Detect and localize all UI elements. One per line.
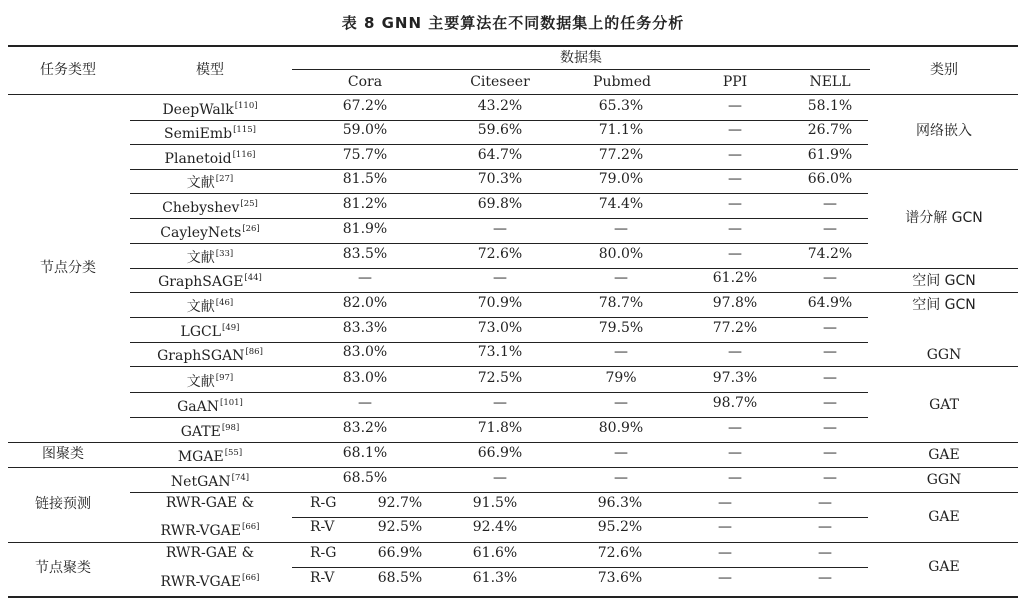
value-cora: 83.0% bbox=[342, 344, 388, 360]
category-label: 空间 GCN bbox=[912, 273, 976, 289]
value-nell: — bbox=[823, 445, 837, 461]
value-pubmed: 77.2% bbox=[598, 147, 644, 163]
value-citeseer: — bbox=[493, 270, 507, 286]
row-rule bbox=[130, 144, 868, 145]
value-pubmed: 78.7% bbox=[598, 295, 644, 311]
value-cora: 59.0% bbox=[342, 122, 388, 138]
value-pubmed: — bbox=[614, 344, 628, 360]
model-label: NetGAN bbox=[170, 474, 231, 490]
value-cora: — bbox=[358, 270, 372, 286]
bottom-rule bbox=[8, 596, 1018, 598]
category-label: GAE bbox=[928, 447, 960, 463]
value-cora: 68.5% bbox=[377, 570, 423, 586]
citation-ref: [49] bbox=[222, 323, 240, 333]
model-name bbox=[130, 569, 290, 591]
value-cora: 83.0% bbox=[342, 370, 388, 386]
value-pubmed: — bbox=[614, 395, 628, 411]
citation-ref: [27] bbox=[215, 174, 234, 184]
group-label: 节点分类 bbox=[40, 260, 96, 276]
value-cora: 81.5% bbox=[342, 171, 388, 187]
value-nell: 64.9% bbox=[807, 295, 853, 311]
value-pubmed: — bbox=[614, 445, 628, 461]
value-cora: 66.9% bbox=[377, 545, 423, 561]
model-label: GaAN bbox=[177, 399, 220, 415]
header-pubmed: Pubmed bbox=[593, 74, 651, 90]
value-nell: — bbox=[823, 320, 837, 336]
value-pubmed: — bbox=[614, 270, 628, 286]
row-prefix: R-G bbox=[310, 545, 337, 561]
value-ppi: — bbox=[718, 519, 732, 535]
header-cora: Cora bbox=[347, 74, 383, 90]
citation-ref: [97] bbox=[215, 373, 234, 383]
value-ppi: — bbox=[728, 420, 742, 436]
model-name bbox=[130, 544, 290, 562]
citation-ref: [55] bbox=[224, 448, 243, 458]
model-name bbox=[130, 518, 290, 540]
value-citeseer: 70.9% bbox=[477, 295, 523, 311]
value-ppi: — bbox=[718, 570, 732, 586]
value-nell: — bbox=[818, 545, 832, 561]
value-cora: 67.2% bbox=[342, 98, 388, 114]
citation-ref: [46] bbox=[215, 298, 234, 308]
value-citeseer: 43.2% bbox=[477, 98, 523, 114]
value-ppi: — bbox=[728, 221, 742, 237]
value-nell: 26.7% bbox=[807, 122, 853, 138]
category-label: GGN bbox=[926, 347, 962, 363]
value-pubmed: 95.2% bbox=[597, 519, 643, 535]
header-task-type: 任务类型 bbox=[40, 62, 96, 78]
value-citeseer: 91.5% bbox=[472, 495, 518, 511]
value-cora: — bbox=[358, 395, 372, 411]
citation-ref: [33] bbox=[215, 249, 234, 259]
group-label: 链接预测 bbox=[35, 496, 91, 512]
value-citeseer: 92.4% bbox=[472, 519, 518, 535]
value-ppi: 61.2% bbox=[712, 270, 758, 286]
value-ppi: — bbox=[728, 147, 742, 163]
row-rule bbox=[292, 567, 868, 568]
value-nell: 61.9% bbox=[807, 147, 853, 163]
group-rule bbox=[8, 442, 1018, 443]
value-citeseer: 66.9% bbox=[477, 445, 523, 461]
citation-ref: [86] bbox=[245, 347, 263, 357]
citation-ref: [110] bbox=[234, 101, 258, 111]
value-nell: — bbox=[823, 470, 837, 486]
value-ppi: — bbox=[728, 470, 742, 486]
row-rule bbox=[130, 417, 868, 418]
value-ppi: — bbox=[728, 344, 742, 360]
value-pubmed: 80.9% bbox=[598, 420, 644, 436]
model-label: 文献 bbox=[186, 299, 215, 315]
value-cora: 92.5% bbox=[377, 519, 423, 535]
value-nell: 66.0% bbox=[807, 171, 853, 187]
model-name bbox=[130, 294, 290, 316]
model-label: CayleyNets bbox=[160, 225, 242, 241]
model-name bbox=[130, 146, 290, 168]
model-label: 文献 bbox=[186, 175, 215, 191]
header-category: 类别 bbox=[930, 62, 958, 78]
top-rule bbox=[8, 45, 1018, 47]
model-name bbox=[130, 319, 290, 341]
value-citeseer: 69.8% bbox=[477, 196, 523, 212]
value-nell: — bbox=[823, 395, 837, 411]
value-ppi: — bbox=[728, 98, 742, 114]
model-label: Chebyshev bbox=[162, 200, 240, 216]
value-nell: — bbox=[818, 495, 832, 511]
model-name bbox=[130, 195, 290, 217]
row-rule bbox=[130, 392, 868, 393]
value-cora: 68.1% bbox=[342, 445, 388, 461]
header-model: 模型 bbox=[196, 62, 224, 78]
value-cora: 81.9% bbox=[342, 221, 388, 237]
model-name bbox=[130, 245, 290, 267]
citation-ref: [66] bbox=[242, 522, 260, 532]
model-label: RWR-GAE & bbox=[165, 545, 255, 561]
value-ppi: — bbox=[728, 122, 742, 138]
value-citeseer: 73.0% bbox=[477, 320, 523, 336]
value-pubmed: — bbox=[614, 470, 628, 486]
value-nell: — bbox=[823, 420, 837, 436]
value-ppi: 97.3% bbox=[712, 370, 758, 386]
header-nell: NELL bbox=[809, 74, 851, 90]
model-name bbox=[130, 97, 290, 119]
model-name bbox=[130, 343, 290, 365]
value-nell: — bbox=[823, 221, 837, 237]
table-caption: 表 8 GNN 主要算法在不同数据集上的任务分析 bbox=[341, 14, 685, 32]
model-label: Planetoid bbox=[164, 151, 232, 167]
value-pubmed: 96.3% bbox=[597, 495, 643, 511]
model-name bbox=[130, 121, 290, 143]
model-label: 文献 bbox=[186, 374, 215, 390]
header-ppi: PPI bbox=[722, 74, 748, 90]
value-nell: 58.1% bbox=[807, 98, 853, 114]
citation-ref: [44] bbox=[244, 273, 262, 283]
value-ppi: — bbox=[728, 196, 742, 212]
citation-ref: [26] bbox=[242, 224, 260, 234]
model-name bbox=[130, 444, 290, 466]
citation-ref: [115] bbox=[233, 125, 256, 135]
group-label: 节点聚类 bbox=[35, 560, 91, 576]
value-cora: 82.0% bbox=[342, 295, 388, 311]
citation-ref: [25] bbox=[240, 199, 258, 209]
value-citeseer: 61.6% bbox=[472, 545, 518, 561]
header-citeseer: Citeseer bbox=[470, 74, 530, 90]
value-citeseer: — bbox=[493, 221, 507, 237]
value-pubmed: 65.3% bbox=[598, 98, 644, 114]
model-label: 文献 bbox=[186, 250, 215, 266]
value-pubmed: 73.6% bbox=[597, 570, 643, 586]
value-nell: — bbox=[823, 370, 837, 386]
value-nell: — bbox=[818, 570, 832, 586]
group-label: 图聚类 bbox=[42, 446, 84, 462]
value-citeseer: 64.7% bbox=[477, 147, 523, 163]
model-label: DeepWalk bbox=[162, 102, 234, 118]
value-cora: 83.5% bbox=[342, 246, 388, 262]
header-dataset: 数据集 bbox=[560, 50, 602, 66]
model-name bbox=[130, 394, 290, 416]
row-prefix: R-V bbox=[310, 570, 335, 586]
model-name bbox=[130, 494, 290, 512]
category-label: 网络嵌入 bbox=[916, 123, 972, 139]
category-label: 谱分解 GCN bbox=[905, 210, 983, 226]
value-ppi: 77.2% bbox=[712, 320, 758, 336]
row-rule bbox=[130, 317, 868, 318]
model-name bbox=[130, 170, 290, 192]
value-ppi: — bbox=[728, 171, 742, 187]
row-rule bbox=[130, 292, 1018, 293]
value-cora: 83.2% bbox=[342, 420, 388, 436]
value-ppi: — bbox=[728, 246, 742, 262]
value-pubmed: — bbox=[614, 221, 628, 237]
value-pubmed: 72.6% bbox=[597, 545, 643, 561]
model-label: RWR-VGAE bbox=[160, 523, 242, 539]
model-label: LGCL bbox=[180, 324, 222, 340]
model-name bbox=[130, 269, 290, 291]
value-cora: 83.3% bbox=[342, 320, 388, 336]
model-label: RWR-VGAE bbox=[160, 574, 242, 590]
value-ppi: 97.8% bbox=[712, 295, 758, 311]
model-name bbox=[130, 369, 290, 391]
citation-ref: [116] bbox=[232, 150, 256, 160]
value-citeseer: 72.5% bbox=[477, 370, 523, 386]
row-rule bbox=[130, 193, 868, 194]
model-label: GraphSGAN bbox=[157, 348, 245, 364]
value-nell: — bbox=[823, 344, 837, 360]
value-citeseer: 61.3% bbox=[472, 570, 518, 586]
model-name bbox=[130, 220, 290, 242]
citation-ref: [98] bbox=[221, 423, 240, 433]
citation-ref: [74] bbox=[231, 473, 250, 483]
value-citeseer: 71.8% bbox=[477, 420, 523, 436]
row-rule bbox=[130, 366, 1018, 367]
value-pubmed: 79.0% bbox=[598, 171, 644, 187]
value-citeseer: — bbox=[493, 395, 507, 411]
model-label: MGAE bbox=[177, 449, 224, 465]
model-label: GATE bbox=[180, 424, 221, 440]
row-rule bbox=[130, 218, 868, 219]
value-cora: 92.7% bbox=[377, 495, 423, 511]
model-name bbox=[130, 469, 290, 491]
value-citeseer: 59.6% bbox=[477, 122, 523, 138]
value-ppi: 98.7% bbox=[712, 395, 758, 411]
header-rule bbox=[8, 94, 1018, 95]
value-pubmed: 79% bbox=[605, 370, 637, 386]
value-ppi: — bbox=[728, 445, 742, 461]
citation-ref: [101] bbox=[220, 398, 243, 408]
value-nell: — bbox=[818, 519, 832, 535]
value-pubmed: 74.4% bbox=[598, 196, 644, 212]
model-label: GraphSAGE bbox=[158, 274, 244, 290]
row-prefix: R-V bbox=[310, 519, 335, 535]
category-label: GAE bbox=[928, 509, 960, 525]
value-cora: 68.5% bbox=[342, 470, 388, 486]
value-ppi: — bbox=[718, 545, 732, 561]
value-cora: 81.2% bbox=[342, 196, 388, 212]
row-rule bbox=[130, 492, 1018, 493]
value-citeseer: 73.1% bbox=[477, 344, 523, 360]
value-pubmed: 79.5% bbox=[598, 320, 644, 336]
group-rule bbox=[8, 467, 1018, 468]
category-label: GAT bbox=[929, 397, 959, 413]
row-prefix: R-G bbox=[310, 495, 337, 511]
citation-ref: [66] bbox=[242, 573, 260, 583]
value-citeseer: 70.3% bbox=[477, 171, 523, 187]
value-cora: 75.7% bbox=[342, 147, 388, 163]
value-nell: — bbox=[823, 270, 837, 286]
value-citeseer: — bbox=[493, 470, 507, 486]
value-nell: — bbox=[823, 196, 837, 212]
model-label: SemiEmb bbox=[164, 126, 233, 142]
value-citeseer: 72.6% bbox=[477, 246, 523, 262]
row-rule bbox=[130, 243, 868, 244]
category-label: GGN bbox=[926, 472, 962, 488]
model-label: RWR-GAE & bbox=[165, 495, 255, 511]
model-name bbox=[130, 419, 290, 441]
value-ppi: — bbox=[718, 495, 732, 511]
category-label: 空间 GCN bbox=[912, 297, 976, 313]
dataset-rule bbox=[292, 69, 870, 70]
value-nell: 74.2% bbox=[807, 246, 853, 262]
value-pubmed: 71.1% bbox=[598, 122, 644, 138]
category-label: GAE bbox=[928, 559, 960, 575]
group-rule bbox=[8, 542, 1018, 543]
value-pubmed: 80.0% bbox=[598, 246, 644, 262]
